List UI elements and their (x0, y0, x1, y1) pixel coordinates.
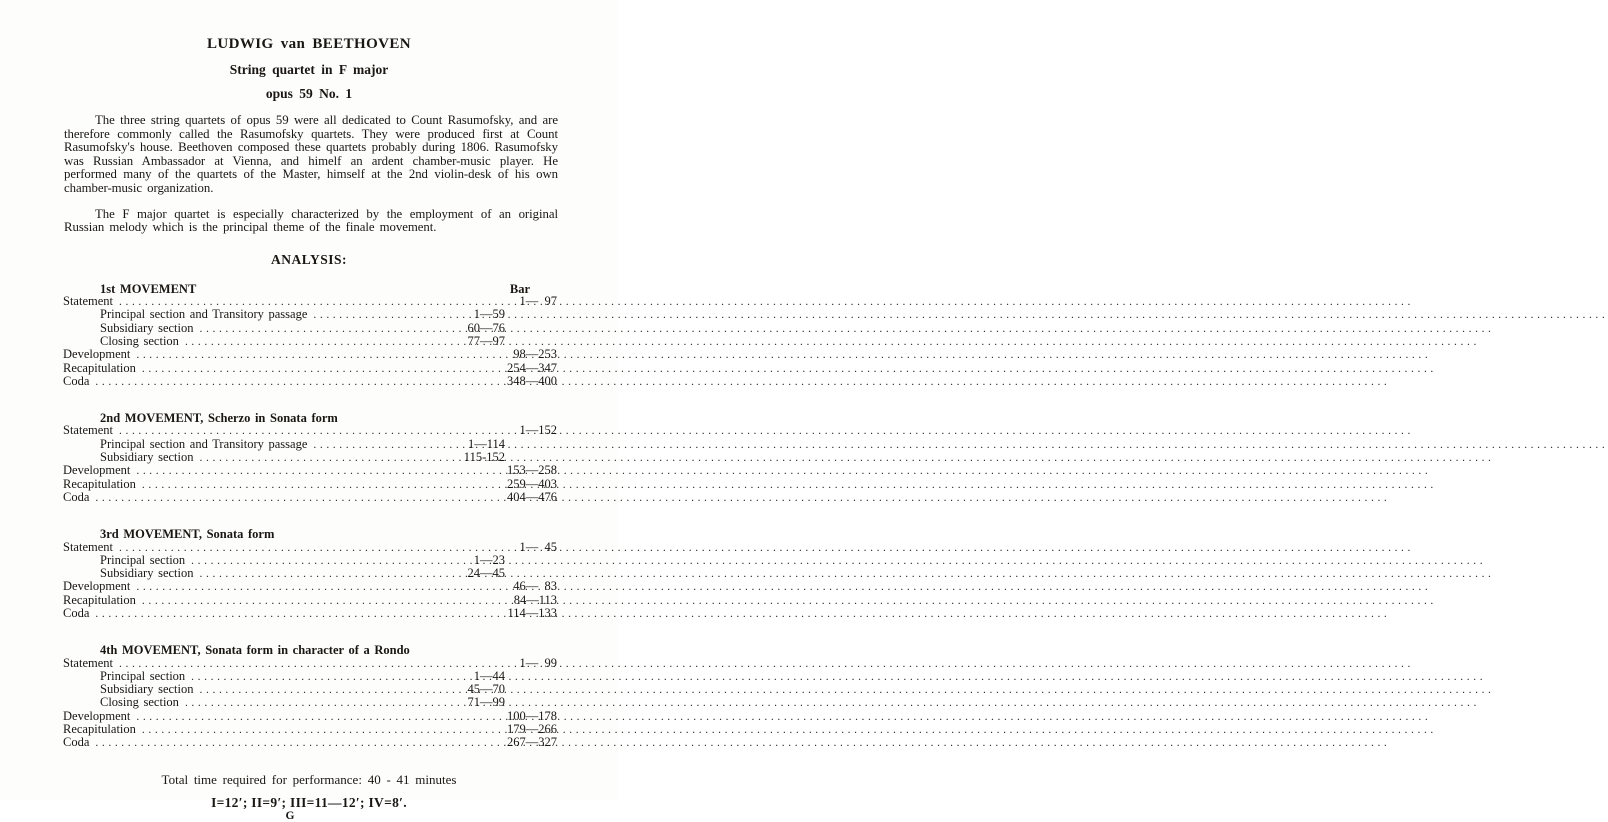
analysis-row (63, 594, 557, 607)
analysis-row (63, 491, 557, 504)
bar-range: 1— 99 (519, 655, 557, 670)
row-label: Statement (63, 294, 113, 309)
row-label: Statement (63, 423, 113, 438)
row-label: Closing section (100, 333, 179, 348)
movement-heading-row (63, 528, 557, 540)
movement-section (63, 644, 557, 749)
analysis-row (63, 580, 557, 593)
bar-range: 1—23 (473, 552, 505, 567)
row-label: Recapitulation (63, 360, 136, 375)
dot-leader (119, 541, 517, 554)
bar-range: 259—403 (507, 476, 557, 491)
analysis-row (63, 696, 557, 709)
bar-range: 84—113 (513, 592, 557, 607)
dot-leader (95, 375, 504, 388)
bar-range: 24—45 (467, 566, 505, 581)
page-title: LUDWIG van BEETHOVEN (206, 36, 412, 52)
work-subtitle: String quartet in F major (229, 62, 389, 77)
analysis-row (63, 438, 557, 451)
dot-leader (119, 424, 517, 437)
dot-leader (136, 710, 504, 723)
movement-section (63, 412, 557, 504)
analysis-row (63, 710, 557, 723)
bar-range: 46— 83 (513, 579, 557, 594)
dot-leader (95, 607, 504, 620)
analysis-table (63, 283, 557, 750)
analysis-row (63, 541, 557, 554)
analysis-row (63, 335, 557, 348)
row-label: Principal section (100, 668, 186, 683)
dot-leader (136, 580, 510, 593)
bar-range: 60—76 (467, 320, 505, 335)
bar-range: 254—347 (507, 360, 557, 375)
bar-range: 98—253 (513, 347, 557, 362)
bar-range: 77—97 (467, 333, 505, 348)
movement-heading: 2nd MOVEMENT, Scherzo in Sonata form (100, 411, 338, 426)
bar-column-header: Bar (509, 281, 530, 296)
bar-range: 153—258 (507, 463, 557, 478)
analysis-row (63, 567, 557, 580)
bar-range: 1—152 (519, 423, 557, 438)
analysis-row (63, 424, 557, 437)
dot-leader (191, 554, 471, 567)
dot-leader (200, 567, 465, 580)
footer-total-time: Total time required for performance: 40 - 41 minutes (161, 771, 457, 787)
dot-leader (142, 478, 504, 491)
analysis-row (63, 723, 557, 736)
analysis-heading: ANALYSIS: (270, 251, 348, 267)
analysis-row (63, 736, 557, 749)
bar-range: 1—59 (473, 307, 505, 322)
bar-range: 1— 45 (519, 539, 557, 554)
bar-range: 179—266 (507, 722, 557, 737)
row-label: Statement (63, 539, 113, 554)
row-label: Development (63, 579, 131, 594)
row-label: Coda (63, 735, 90, 750)
movement-section (63, 283, 557, 388)
row-label: Principal section and Transitory passage (100, 307, 308, 322)
movement-heading: 3rd MOVEMENT, Sonata form (100, 527, 275, 542)
analysis-row (63, 670, 557, 683)
row-label: Recapitulation (63, 476, 136, 491)
movement-section (63, 528, 557, 620)
signature-mark: G (285, 809, 295, 822)
row-label: Subsidiary section (100, 682, 194, 697)
row-label: Recapitulation (63, 722, 136, 737)
dot-leader (142, 594, 511, 607)
row-label: Principal section (100, 552, 186, 567)
footer-movement-timings: I=12′; II=9′; III=11—12′; IV=8′. (211, 794, 407, 810)
row-label: Subsidiary section (100, 450, 194, 465)
intro-paragraph-2: The F major quartet is especially characterized by the employment of an original Russian melody which is the principal theme of the finale movement. (64, 206, 558, 235)
movement-heading: 1st MOVEMENT (100, 281, 197, 296)
analysis-row (63, 322, 557, 335)
dot-leader (119, 295, 517, 308)
analysis-row (63, 348, 557, 361)
row-label: Coda (63, 373, 90, 388)
dot-leader (200, 683, 465, 696)
row-label: Recapitulation (63, 592, 136, 607)
analysis-row (63, 554, 557, 567)
scanned-book-page (0, 0, 618, 822)
dot-leader (185, 335, 465, 348)
row-label: Subsidiary section (100, 566, 194, 581)
dot-leader (136, 348, 510, 361)
dot-leader (136, 464, 504, 477)
intro-paragraph-1: The three string quartets of opus 59 were all dedicated to Count Rasumofsky, and are therefore commonly called the Rasumofsky quartets. They were produced first at Count Rasumofsky's house. Beethoven composed these quartets probably during 1806. Rasumofsky was Russian Ambassador at Vienna, and himelf an ardent chamber-music player. He performed many of the quartets of the Master, himself at the 2nd violin-desk of his own chamber-music organization. (64, 113, 558, 195)
bar-range: 1—114 (467, 436, 505, 451)
row-label: Coda (63, 489, 90, 504)
row-label: Coda (63, 605, 90, 620)
bar-range: 45—70 (467, 682, 505, 697)
bar-range: 404—476 (507, 489, 557, 504)
row-label: Statement (63, 655, 113, 670)
movement-heading: 4th MOVEMENT, Sonata form in character of a Rondo (100, 643, 410, 658)
opus-line: opus 59 No. 1 (265, 86, 353, 101)
row-label: Subsidiary section (100, 320, 194, 335)
bar-range: 71—99 (467, 695, 505, 710)
dot-leader (142, 362, 504, 375)
movement-heading-row (63, 644, 557, 656)
bar-range: 1—44 (473, 668, 505, 683)
bar-range: 115-152 (463, 450, 505, 465)
bar-range: 114—133 (507, 605, 557, 620)
dot-leader (95, 736, 504, 749)
analysis-row (63, 683, 557, 696)
dot-leader (119, 657, 517, 670)
analysis-row (63, 464, 557, 477)
analysis-row (63, 451, 557, 464)
dot-leader (313, 308, 470, 321)
analysis-row (63, 375, 557, 388)
dot-leader (200, 322, 465, 335)
row-label: Development (63, 708, 131, 723)
analysis-row (63, 657, 557, 670)
movement-heading-row (63, 412, 557, 424)
movement-heading-row (63, 283, 557, 295)
row-label: Closing section (100, 695, 179, 710)
row-label: Principal section and Transitory passage (100, 436, 308, 451)
analysis-row (63, 308, 557, 321)
dot-leader (200, 451, 461, 464)
bar-range: 267—327 (507, 735, 557, 750)
analysis-row (63, 478, 557, 491)
dot-leader (185, 696, 465, 709)
dot-leader (191, 670, 471, 683)
dot-leader (313, 438, 465, 451)
bar-range: 100—178 (507, 708, 557, 723)
dot-leader (142, 723, 504, 736)
analysis-row (63, 362, 557, 375)
dot-leader (95, 491, 504, 504)
row-label: Development (63, 463, 131, 478)
row-label: Development (63, 347, 131, 362)
analysis-row (63, 607, 557, 620)
bar-range: 1— 97 (519, 294, 557, 309)
analysis-row (63, 295, 557, 308)
bar-range: 348—400 (507, 373, 557, 388)
